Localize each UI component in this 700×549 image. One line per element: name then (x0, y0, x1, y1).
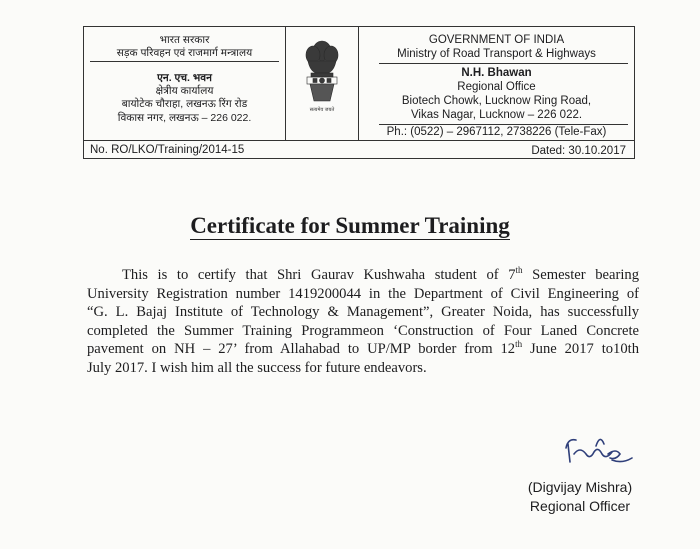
hindi-gov: भारत सरकार (159, 34, 210, 46)
date: Dated: 30.10.2017 (531, 145, 626, 157)
building-name: N.H. Bhawan (461, 67, 532, 79)
superscript: th (515, 339, 523, 350)
reference-number: No. RO/LKO/Training/2014-15 (90, 144, 245, 156)
body-line: July 2017. I wish him all the success for future endeavors. (87, 359, 427, 376)
body-line (87, 340, 639, 359)
hindi-building: एन. एच. भवन (157, 72, 212, 84)
hindi-address1: बायोटेक चौराहा, लखनऊ रिंग रोड (121, 98, 248, 110)
body-text-fragment: pavement on NH – 27’ from Allahabad to UP/MP border from 12 (87, 341, 516, 358)
signatory-block (516, 478, 644, 516)
superscript: th (515, 265, 523, 276)
divider (90, 61, 279, 62)
office-name: Regional Office (457, 81, 536, 93)
body-line: completed the Summer Training Programmeon ‘Construction of Four Laned Concrete (87, 322, 639, 339)
hindi-header (84, 27, 286, 140)
gov-name: GOVERNMENT OF INDIA (428, 34, 565, 46)
hindi-address2: विकास नगर, लखनऊ – 226 022. (117, 112, 252, 124)
hindi-office: क्षेत्रीय कार्यालय (155, 85, 214, 97)
address-line2: Vikas Nagar, Lucknow – 226 022. (410, 109, 583, 121)
body-line: “G. L. Bajaj Institute of Technology & Management”, Greater Noida, has successfully (87, 304, 639, 321)
hindi-ministry: सड़क परिवहन एवं राजमार्ग मन्त्रालय (116, 47, 253, 59)
english-header (358, 27, 634, 140)
title-text: Certificate for Summer Training (190, 213, 510, 238)
certificate-body (87, 266, 639, 378)
body-line: University Registration number 1419200044 in the Department of Civil Engineering of (87, 285, 639, 302)
phone: Ph.: (0522) – 2967112, 2738226 (Tele-Fax) (386, 126, 607, 138)
reference-bar (84, 140, 634, 160)
body-line (87, 266, 639, 285)
signatory-designation: Regional Officer (529, 498, 631, 514)
signature (556, 424, 646, 474)
address-line1: Biotech Chowk, Lucknow Ring Road, (401, 95, 592, 107)
ministry-name: Ministry of Road Transport & Highways (397, 48, 596, 60)
letterhead (83, 26, 635, 159)
body-text-fragment: This is to certify that Shri Gaurav Kushwaha student of 7 (122, 267, 516, 283)
certificate-title (0, 213, 700, 239)
emblem-motto: सत्यमेव जयते (309, 107, 335, 113)
body-text-fragment: Semester bearing (522, 267, 639, 283)
emblem-icon (286, 27, 358, 140)
signatory-name: (Digvijay Mishra) (527, 479, 633, 495)
body-text-fragment: June 2017 to10th (522, 341, 639, 358)
national-emblem (286, 27, 358, 140)
divider (379, 63, 628, 64)
